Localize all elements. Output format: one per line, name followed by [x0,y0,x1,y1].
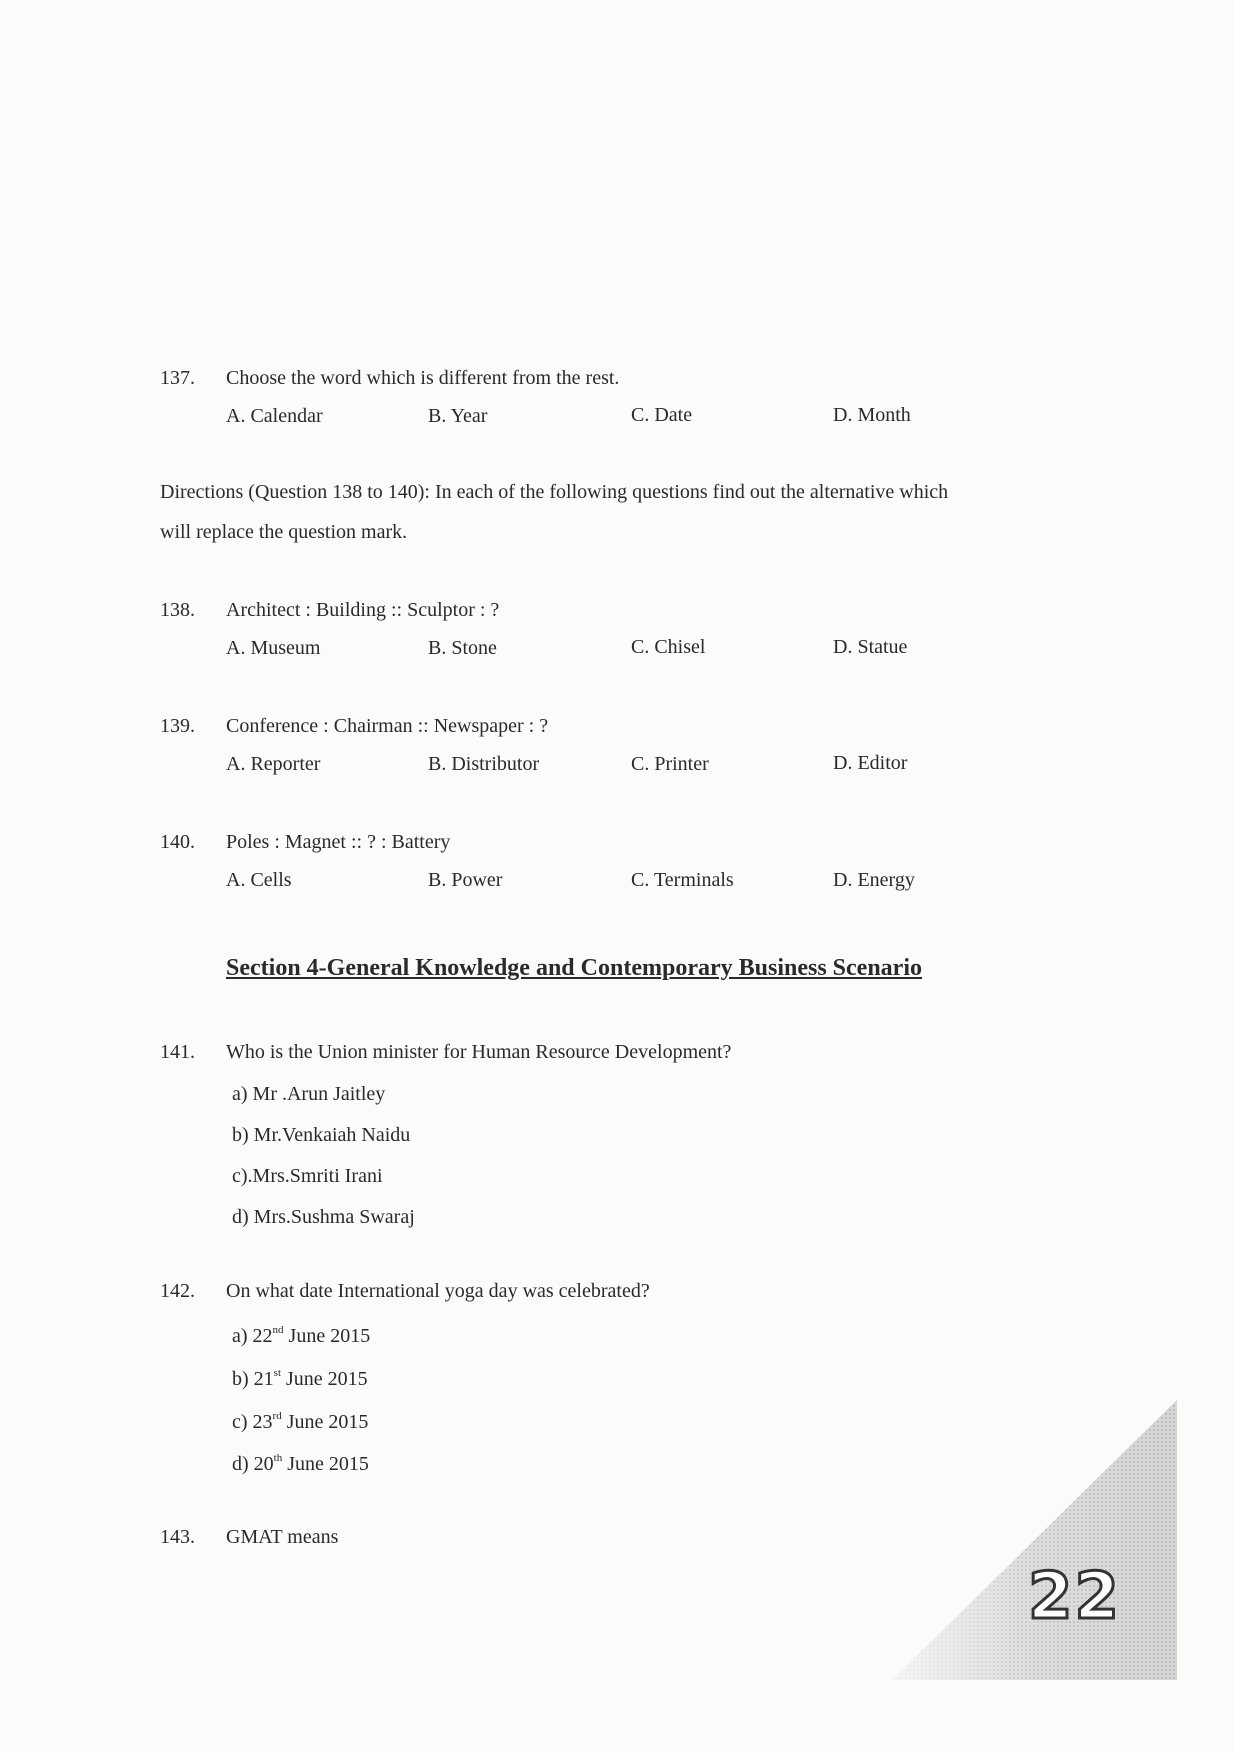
question-text: On what date International yoga day was celebrated? [226,1280,650,1302]
question-text: Choose the word which is different from the rest. [226,367,620,389]
question-number: 139. [160,715,195,737]
option-d: d) Mrs.Sushma Swaraj [232,1206,415,1228]
option-c: C. Chisel [631,636,706,658]
option-a: A. Cells [226,869,292,891]
page-corner-decoration [892,1400,1177,1680]
page-number: 22 [1028,1560,1122,1634]
option-b: B. Distributor [428,753,540,775]
question-number: 142. [160,1280,195,1302]
question-text: GMAT means [226,1526,339,1548]
question-text: Poles : Magnet :: ? : Battery [226,831,451,853]
question-text: Architect : Building :: Sculptor : ? [226,599,500,621]
question-text: Conference : Chairman :: Newspaper : ? [226,715,549,737]
option-b: B. Year [428,405,488,427]
question-number: 141. [160,1041,195,1063]
option-d: D. Month [833,404,911,426]
option-a: A. Reporter [226,753,321,775]
option-b: b) 21st June 2015 [232,1367,368,1390]
option-c: C. Printer [631,753,709,775]
option-d: D. Statue [833,636,908,658]
option-d: D. Editor [833,752,908,774]
option-d: D. Energy [833,869,915,891]
option-c: c).Mrs.Smriti Irani [232,1165,383,1187]
option-c: C. Terminals [631,869,734,891]
question-text: Who is the Union minister for Human Resource Development? [226,1041,732,1063]
directions-text [160,472,1080,552]
option-c: C. Date [631,404,693,426]
section-heading: Section 4-General Knowledge and Contemporary Business Scenario [226,955,922,981]
question-number: 140. [160,831,195,853]
question-number: 137. [160,367,195,389]
directions-line-2: will replace the question mark. [160,521,408,543]
option-a: a) 22nd June 2015 [232,1324,371,1347]
option-c: c) 23rd June 2015 [232,1410,369,1433]
directions-line-1: Directions (Question 138 to 140): In each of the following questions find out the alternative which [160,481,949,503]
option-a: a) Mr .Arun Jaitley [232,1083,386,1105]
option-b: B. Stone [428,637,497,659]
option-a: A. Calendar [226,405,323,427]
option-d: d) 20th June 2015 [232,1452,369,1475]
option-b: b) Mr.Venkaiah Naidu [232,1124,411,1146]
option-b: B. Power [428,869,503,891]
question-number: 143. [160,1526,195,1548]
question-number: 138. [160,599,195,621]
option-a: A. Museum [226,637,321,659]
